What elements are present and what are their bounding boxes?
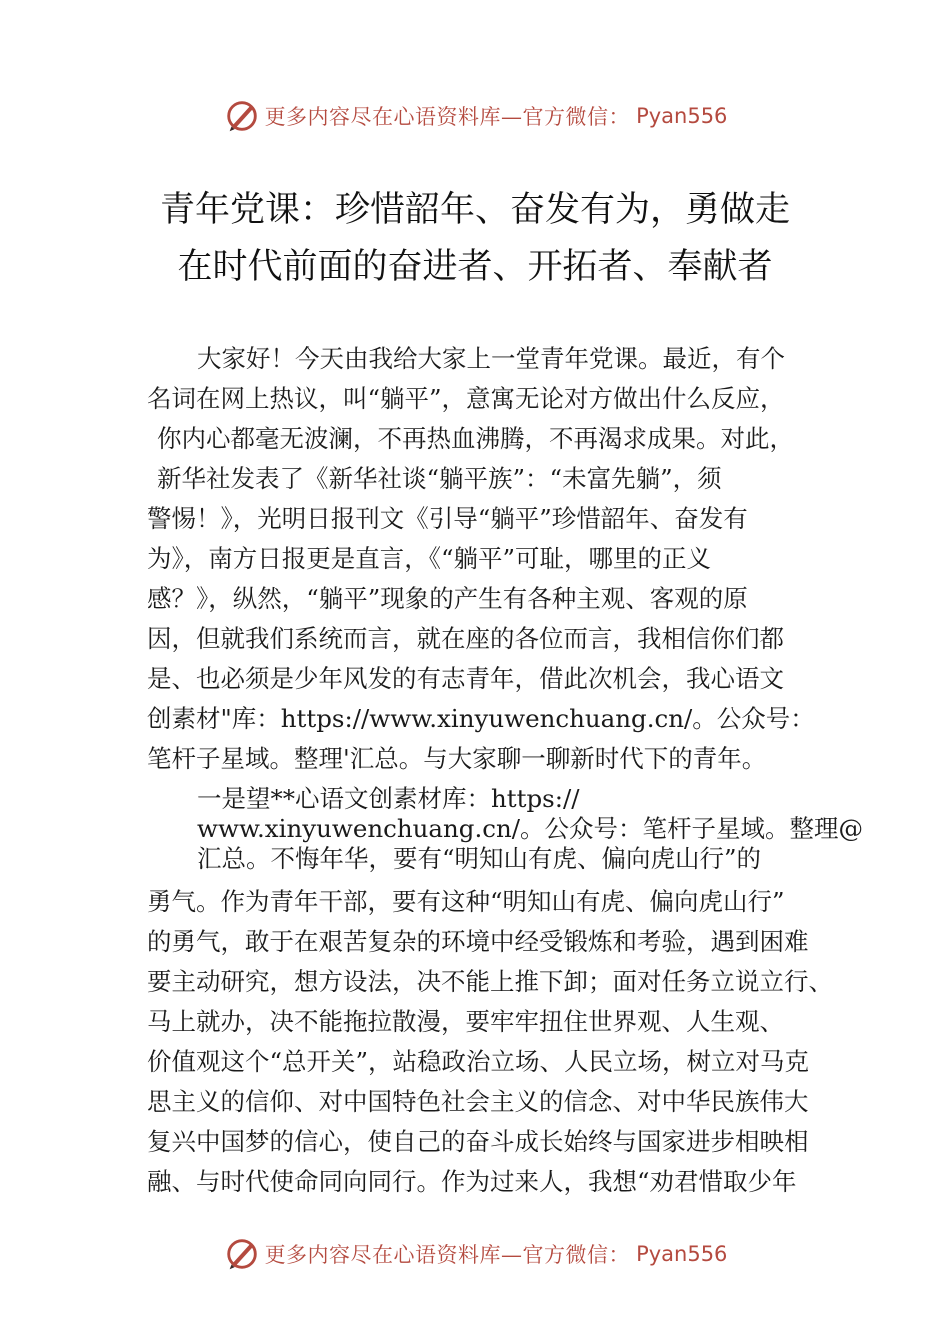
text-line: 大家好！今天由我给大家上一堂青年党课。最近，有个 — [197, 344, 785, 373]
text-line: 马上就办，决不能拖拉散漫，要牢牢扭住世界观、人生观、 — [147, 1007, 784, 1036]
text-line: 感？》，纵然，“躺平”现象的产生有各种主观、客观的原 — [147, 584, 748, 613]
text-line: 价值观这个“总开关”，站稳政治立场、人民立场，树立对马克 — [147, 1047, 810, 1076]
page-title — [150, 182, 800, 296]
text-line: www.xinyuwenchuang.cn/。公众号：笔杆子星域。整理@ — [197, 814, 863, 843]
text-line: 复兴中国梦的信心，使自己的奋斗成长始终与国家进步相映相 — [147, 1127, 809, 1156]
text-line: 思主义的信仰、对中国特色社会主义的信念、对中华民族伟大 — [147, 1087, 809, 1116]
title-line-2: 在时代前面的奋进者、开拓者、奉献者 — [177, 247, 773, 287]
banner-text: 更多内容尽在心语资料库—官方微信： — [264, 105, 631, 129]
text-line: 因，但就我们系统而言，就在座的各位而言，我相信你们都 — [147, 624, 784, 653]
text-line: 创素材"库：https://www.xinyuwenchuang.cn/。公众号： — [147, 704, 815, 733]
pen-circle-icon — [223, 97, 261, 135]
header-banner — [0, 94, 950, 138]
wechat-id: Pyan556 — [636, 104, 728, 128]
title-line-1: 青年党课：珍惜韶年、奋发有为，勇做走 — [159, 190, 790, 230]
text-line: 一是望**心语文创素材库：https:// — [197, 784, 580, 813]
text-line: 你内心都毫无波澜，不再热血沸腾，不再渴求成果。对此， — [157, 424, 794, 453]
footer-banner — [0, 1232, 950, 1276]
wechat-id: Pyan556 — [636, 1242, 728, 1266]
text-line: 为》，南方日报更是直言，《“躺平”可耻，哪里的正义 — [147, 544, 712, 573]
text-line: 的勇气，敢于在艰苦复杂的环境中经受锻炼和考验，遇到困难 — [147, 927, 809, 956]
text-line: 笔杆子星域。整理'汇总。与大家聊一聊新时代下的青年。 — [147, 744, 767, 773]
text-line: 融、与时代使命同向同行。作为过来人，我想“劝君惜取少年 — [147, 1167, 797, 1196]
text-line: 名词在网上热议，叫“躺平”，意寓无论对方做出什么反应， — [147, 384, 785, 413]
text-line: 警惕！》，光明日报刊文《引导“躺平”珍惜韶年、奋发有 — [147, 504, 748, 533]
banner-text: 更多内容尽在心语资料库—官方微信： — [264, 1243, 631, 1267]
text-line: 要主动研究，想方设法，决不能上推下卸；面对任务立说立行、 — [147, 967, 833, 996]
text-line: 新华社发表了《新华社谈“躺平族”：“未富先躺”，须 — [157, 464, 722, 493]
text-line: 是、也必须是少年风发的有志青年，借此次机会，我心语文 — [147, 664, 784, 693]
text-line: 汇总。不悔年华，要有“明知山有虎、偏向虎山行”的 — [197, 844, 762, 873]
text-line: 勇气。作为青年干部，要有这种“明知山有虎、偏向虎山行” — [147, 887, 785, 916]
pen-circle-icon — [223, 1235, 261, 1273]
